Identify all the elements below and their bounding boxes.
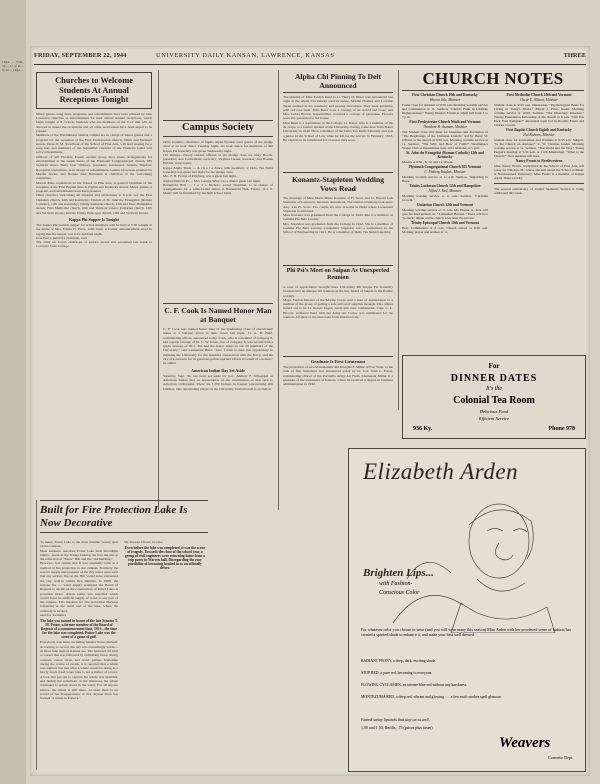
arden-brand: Elizabeth Arden xyxy=(363,459,519,484)
konantz-p1: The marriage of Miss Marie Marie Konantz of Ft. Scott, and Lt. Harold Jack Stapleton of Lawrence, has been announced. The formal ceremony took place Aug. 4 in Ft. Scott. The couple are now at home in Delta where Lieutenant Stapleton is stationed. xyxy=(283,196,393,213)
arden-point-3: MONTEZUMA RED, a deep red, vibrant and glowing . . . a few swift strokes spell glamour. xyxy=(361,695,502,699)
tea-ad-address: 936 Ky. xyxy=(413,426,433,432)
church-8-text: Student class for servicemen and civilians at 9:45 a.m. Subject, "Is the Church an Antique?" C. W. Thomas, leader. Morning worship service at 11. Sermon, "The World and the Way." Young People's meeting at 5:30 p.m. at 1124 Mississippi, "What is the Church?" New students will lead. xyxy=(494,138,584,158)
masthead-date: FRIDAY, SEPTEMBER 22, 1944 xyxy=(34,52,127,59)
tea-ad-line6: Efficient Service xyxy=(478,416,510,421)
arden-point-0: RADIANT PEONY, a deep, dark, exciting shade. xyxy=(361,659,437,663)
society-item-4: Alpha Omicron Pi — Mrs. George Wise was a dinner guest last night. xyxy=(163,178,261,183)
headline-church-notes: CHURCH NOTES xyxy=(422,69,564,88)
church-6-text: Holy Communion at 8 a.m. Church school at 9:30 a.m. Morning prayer and sermon at 11. xyxy=(402,226,488,234)
arden-dept: Cosmetic Dept. xyxy=(548,755,573,760)
phipsi-p1: A note of appreciation brought three University Phi Kappa Psi fraternity brothers into an unexpected reunion on the tiny island of Saipan in the Pacific recently. xyxy=(283,285,393,298)
church-7-text: Student class at 9:45 a.m. Discussion, "Psychological Basis for Living in Today's World." Edwin J. Price, leader. Morning worship service at 10:50. Sermon, "The Discovery Presence." Wesley Foundation Fellowship at the church at 6 p.m. "Did You Pack Your Religion?" discussion topic led by Rosalie Erwin and Charles Cowan. xyxy=(494,103,584,127)
church-7-name: First Methodist Church 10th and Vermont xyxy=(506,93,572,97)
society-item-2: Kappa Alpha Theta — A t h e t a dance with members of Delta Tau Delta fraternity was given last night for the pledge class. xyxy=(163,165,273,174)
arden-store: Weavers xyxy=(499,735,551,751)
church-5-text: Morning worship service at 11 a.m. Mr. Homer A. Jack will give his final sermon on, "A Random Harvest." There will be a "potluck" dinner on the church lawn after the service. xyxy=(402,208,488,220)
church-7-minister: Oscar E. Allison, Minister xyxy=(520,98,558,102)
alphachi-p1: The pinning of Miss Evelyn Reed to Lt. Harry O. Ritter was announced last night at the Alpha Chi Omega sorority house. Martha Holmes and Lorraine Tarter assisted in the ceremony and passing chocolates. They were gardenias with red rose buds. Miss Reed wore a corsage of an orchid and roses, and Mrs. Golda Brown, housemother, received a corsage of gardenias. Flowers were also presented to the house. xyxy=(283,95,393,121)
churches-p4: Marvel Ems, sophomore in the School of Fine Arts, is general chairman of the reception at the First Baptist church, Eighth and Kentucky streets. Minor games, a program, and refreshments have been planned. xyxy=(36,180,152,194)
church-10-text: The second anniversary of United Seaman's Service is being celebrated this week. xyxy=(494,187,584,195)
subhead-kappa-phi: Kappa Phi Supper Is Tonight xyxy=(69,216,119,222)
masthead-title: UNIVERSITY DAILY KANSAN, LAWRENCE, KANSAS xyxy=(156,52,335,59)
kappa-p2: Joan Berry, publicity chairman, said. xyxy=(36,235,88,240)
society-item-5: Battenfeld Hall — J u d e Nichols, social chairman, is in charge of arrangements for a semi-formal dance at Battenfeld Hall, Friday, Oct. 6. Music will be furnished by the high school band. xyxy=(163,182,273,196)
churches-p2: Members of the Westminster student cabinet are in charge of minor games and a program for the reception at the First Presbyterian church, Ninth and Vermont streets. Dean D. M. Swarthout of the School of Fine Arts, will lead singing for a song fest, and members of the September calendar of the Women's Guild will serve refreshments. xyxy=(36,133,152,155)
church-3-minister: C. Finberg Hughes, Minister xyxy=(424,170,466,174)
graduate-p1: The promotion of second lieutenant and Douglas F. Miller of Fort Scott, to the rank of first lieutenant was announced today by Lt. Col. John L. Eaton, commanding officer of the Pocatello Army Air Field. Lieutenant Miller is a graduate of the University of Kansas, where he received a degree in business administration in 1940. xyxy=(283,365,393,387)
headline-phi-psi: Phi Psi's Meet on Saipan As Unexpected Reunion xyxy=(283,265,393,282)
society-item-3: Mrs. F. H. Fronts of Pittsburg, was a guest last night. xyxy=(163,174,237,179)
church-0-name: First Christian Church 10th and Kentucky xyxy=(412,93,478,97)
church-1-text: The Student class will meet for breakfast and discussion of "The Beginnings of the Christian Church," led by Harry W. O'Kane at the church at 9:30 a.m. Morning worship service at 11. Sermon, "The Why and How of Faith?" Westminster Vesper Club at Westminster hall, 1221 Ormond, at 5 p.m. xyxy=(402,130,488,150)
tea-ad-line3: It's the xyxy=(485,386,503,392)
church-2-name: St. John the Evangelist (Roman Catholic) 12th and Kentucky xyxy=(406,151,484,159)
church-3-text: Morning worship service at 11 a.m. Sermon, "Rejoicing in Hope." xyxy=(402,175,488,183)
society-item-1: Chi Omega—Newly elected officers of the pledge class are Sally Hoock, president; Ann Cadwalader, secretary; Virginia Larsen, treasurer; and Bonnie Holden, song leader. xyxy=(163,152,273,166)
masthead xyxy=(34,52,586,65)
subhead-six-drown: Even before the lake was completed, it was the scene of tragedy. Towards the close of the school year, a group of civil engineers were returning home from a trip party in Warren hall. Disregarding the easy possibility of becoming hooked in to an officially driver. xyxy=(124,546,206,571)
masthead-page: THREE xyxy=(563,52,586,59)
headline-alpha-chi: Alpha Chi Pinning To Delt Announced xyxy=(294,72,382,90)
headline-churches: Churches to Welcome Students At Annual Receptions Tonight xyxy=(36,72,152,109)
phipsi-p2: Major Fenton Durand of the Marine Corps sent a note of appreciation to a member of the group of getting a safe arrival of supplies through. This officer turned out to be Lt. Robert Pagen, naval gun crew commander. Capt. C. L. Hoover, stationed there with the Army Air Corps, was summoned for the reunion. All three of the men were from Junction City. xyxy=(283,297,393,320)
church-1-name: First Presbyterian Church Ninth and Vermont xyxy=(409,120,481,124)
konantz-p2: Miss Konantz was graduated from the College in 1943. She is a member of Gamma Phi Beta sorority. xyxy=(283,213,393,222)
indian-day-p1: Saturday, Sept. 30, has been set aside by Gov. Andrew F. Schoeppel as American Indian Day in appreciation of the contribution of that race to American civilization. There are 1,700 Indians in Kansas representing 400 families. One outstanding player on the University football team is an Indian. xyxy=(163,373,273,391)
arden-illustration xyxy=(349,483,585,633)
fire-p6: Six Persons Drown in Lake xyxy=(124,540,163,544)
tea-ad-line2: DINNER DATES xyxy=(450,373,538,384)
church-8-name: First Baptist Church Eighth and Kentucky xyxy=(506,128,572,132)
headline-campus-society: Campus Society xyxy=(163,120,273,137)
arden-footer: Famed satiny lipsticks that stay on so well, xyxy=(361,717,430,722)
fire-p2: However, few realize that it was originally built as a method of fire protection to the campus. Formerly the reserve supply and pressure of the city water were such that any serious fire on the Hill would have exhausted the city reserve within five minutes. In 1908, the serious fire — water supply prompted the Board of Regents to decide on the construction of Potter Lake. A powerful motor driven pump was installed which would force an artificial supply of water to any part of the campus. This measure for fire protection likewise bolstering at the north end of the lake, where the walkway is located. xyxy=(40,561,118,613)
kappa-p3: The army air forces certificate of service award was presented last week to Colorado State College. xyxy=(36,240,152,249)
church-2-text: Masses at 6:30 , 8, 10, and 11:30 a.m. xyxy=(402,160,454,164)
ad-colonial-tea-room[interactable] xyxy=(402,355,586,439)
subhead-used-for-swimmer: The lake was named in honor of the late Senator T. M. Potter, a former member of the Board of Regents of a commencement time, 1911—the time for the lake was completed. Potter Lake was the scene of a game of golf. xyxy=(40,619,118,640)
church-9-name: Nancy Fronts to Northwestern xyxy=(515,159,563,163)
church-6-name: Trinity Episcopal Church 10th and Vermont xyxy=(411,221,479,225)
tea-ad-line5: Delicious Food xyxy=(479,409,509,414)
edge-text: 1944 ... VOL. 59 ... U of K ... V-12 ... 1944 ... xyxy=(2,60,24,73)
churches-p3: Officers of left Fireside Forum student group have made arrangements for entertainment at the parish house of the Plymouth Congregational church, 925 Vermont street, Betty Jean Whitney, president, announced. Annette Bigelow, Reception sophomore, is in charge of refreshments. Games have been planned by Martha Jewett, and Bonnie Jean Holloman is chairman of the welcoming committee. xyxy=(36,154,152,181)
church-3-name: Plymouth Congregational Church 925 Vermont xyxy=(408,165,482,169)
tea-ad-line4: Colonial Tea Room xyxy=(453,395,535,406)
arden-sub2: Conscious Color xyxy=(379,590,420,596)
cook-p1: C. F. Cook was named honor man of the graduating class of electricians' mates at a banquet given in their honor last night, Lt. A. H. Buhl, commanding officer, announced today. Cook, who is a member of company 8, had a grade average of 91. C. W. Jobes, also of company 8, was second with a grade average of 90.2. Ten had the honor status in our 28 members of the University," said Lieutenant Buhl. "Also I wish to take this opportunity in thanking the University for the splendid cooperation with the Navy, and the city of Lawrence for its generous public-spirited efforts in behalf of our men," he added. xyxy=(163,327,273,366)
church-4-minister: Alfred J. Bell, Minister xyxy=(428,189,462,193)
fire-p1: Most students, associate Potter Lake with moonlight nights—spent in the bridge looking out into the star at the reflection of "Snow" Hill and the "Ad building." xyxy=(40,548,118,562)
arden-body: For whatever color you choose to wear (and you will wear many this season) Miss Arden with her powdered sense of fashion has created a spirited shade to enhance it, and make your best well dressed. xyxy=(361,627,571,637)
church-9-text: Miss Nancy Fronts, sophomore in the School of Fine Arts, left today for Chicago, Ill., where she will attend the School of Music at Northwestern University. Miss Fronts is a member of Kappa Alpha Theta sorority. xyxy=(494,164,584,180)
headline-konantz: Konantz-Stapleton Wedding Vows Read xyxy=(283,172,393,193)
subhead-indian-day: American Indian Day Set Aside xyxy=(191,367,245,373)
fire-p0: To many, Potter Lake is the most familiar beauty spot on the campus. xyxy=(40,540,118,549)
churches-p1: Minor guests, song fests, programs, and refreshments have been planned by nine Lawrence churches as entertainment for their annual student receptions, which begin tonight at 8 o'clock. Students who are members of the V-12 unit will be allowed to attend the receptions and all other servicemen have been urged to be present. xyxy=(36,111,152,133)
headline-graduate: Graduate Is First Lieutenant xyxy=(283,356,393,364)
church-4-text: Morning worship service at 11 a.m. Sermon, "Christian Growth." xyxy=(402,194,488,202)
church-0-minister: Warren Stle, Minister xyxy=(429,98,461,102)
church-5-name: Unitarian Church 12th and Vermont xyxy=(416,203,474,207)
page-edge-strip xyxy=(0,0,27,784)
fire-p3: used for Swimmer xyxy=(40,613,66,618)
arden-price: 1.00 and 1.50, Refills, .75 (prices plus taxes) xyxy=(361,725,433,730)
alphachi-p2: Miss Reed is a sophomore in the College, Lt. Ritter, who is a member of the air corps, is a former student at the University, having come here from Baker University in 1940. He is a member of the Delta Tau Delta fraternity and was a junior in the School of Law when he left for the service in February, 1943. He expects to be transferred for overseas duty soon. xyxy=(283,120,393,142)
arden-point-1: STOP RED, a pure red, becoming to everyone. xyxy=(361,671,433,675)
church-1-minister: Theodore H. Aszman, Minister xyxy=(422,125,468,129)
tea-ad-line1: For xyxy=(488,362,500,370)
ad-elizabeth-arden[interactable] xyxy=(348,448,586,772)
church-8-minister: Hal Roberts, Minister xyxy=(523,133,555,137)
society-item-0: Delta Gamma—Members of Sigma Alpha Epsilon were guests of the pledge class at an hour dance Tuesday night. An hour dance for members of Phi Kappa Psi fraternity was given Wednesday night. xyxy=(163,139,273,153)
fire-p5: Everybody was there, including Senator Potter himself. According to record, the day was exceedingly warm—as most June days in Kansas are. The band led off with a concert that was followed by swimming races, diving contests, canoe races, and water games. Sometime during the course of events, it is reported that a whale was sighted, but just what a whale would be doing in a newly made fresh water lake is not a matter of record. A boat that put out to capture the whale was upended, and during the remainder of the afternoon the whale continued to splash about in the water. For all anyone knows, the whale is still there. At least there is no record of his disappearance or that anyone since has hooked "a whale in Potter's." xyxy=(40,640,118,701)
tea-ad-phone: Phone 978 xyxy=(548,426,575,432)
konantz-p3: Mrs. Stapleton was graduated from the College in 1942. She is a member of Gamma Phi Beta sorority. Lieutenant Stapleton was a sophomore in the School of Engineering in 1941. He is a member of Delta Tau Delta fraternity. xyxy=(283,221,393,235)
church-4-name: Trinity Lutheran Church 12th and Hampshire xyxy=(409,184,481,188)
arden-headline: Brighten Lips... xyxy=(363,567,434,579)
arden-sub1: with Fashion- xyxy=(379,581,413,587)
churches-p5: Other churches welcoming all students and servicemen at 8 p.m. are the First Christian church, 10th and Kentucky; Church of St. John the Evangelist (Roman Catholic), 12th and Kentucky; Trinity Lutheran church, 12th and New Hampshire streets; First Methodist church, 10th and Vermont streets; Unitarian church, 12th and Vermont streets; and the Trinity Episcopal church, 10th and Vermont streets. xyxy=(36,193,152,215)
arden-point-2: FLOWING CYCLAMEN, an intense blue-red without any harshness. xyxy=(361,683,468,687)
headline-cook: C. F. Cook Is Named Honor Man at Banquet xyxy=(163,303,273,324)
headline-built-for-fire: Built for Fire Protection Lake Is Now Decorative xyxy=(40,500,208,533)
church-0-text: Foster class for students at 9:30 a.m. Morning worship service and Communion at 11. Sermon, "Christ's Faith in Ultimate Righteousness." Young People's Forum at 10pm hall from 5 to 7 p.m. xyxy=(402,103,488,119)
kappa-p1: The Kappa Phi potluck supper for active members will be held at 5:30 tonight at the home of Mrs. Edwin H. Price, 1200 Tenn. A former announcement erred in saying that the supper was to be held last night. xyxy=(36,222,152,236)
